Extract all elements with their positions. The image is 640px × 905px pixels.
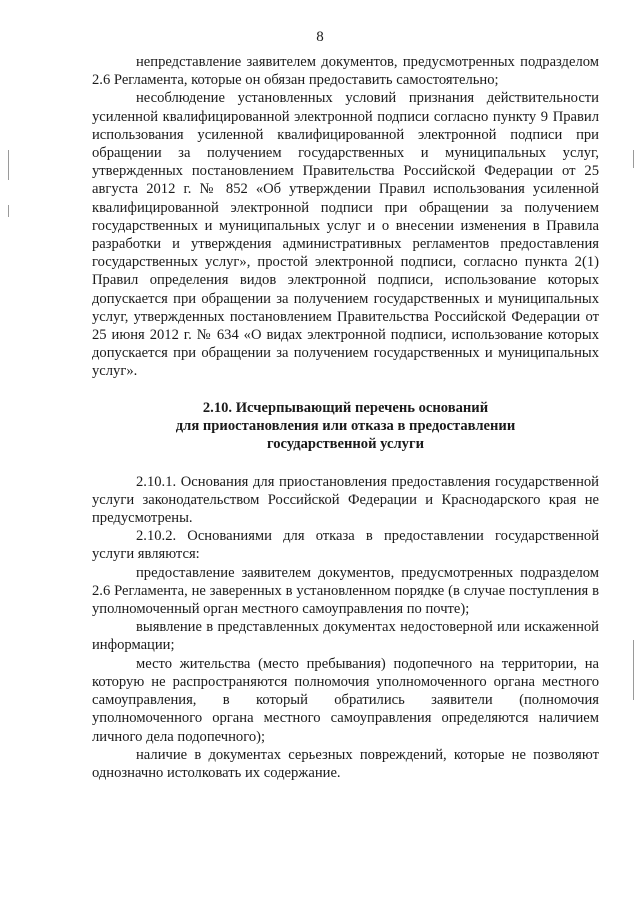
paragraph: место жительства (место пребывания) подопечного на территории, на которую не распространяются полномочия уполномоченного органа местного самоуправления, в который обратились заявители (полномочия уполномоченного органа местного самоуправления определяются наличием личного дела подопечного); xyxy=(92,655,599,745)
scan-margin-mark xyxy=(8,205,9,217)
section-heading xyxy=(92,399,599,453)
paragraph: предоставление заявителем документов, предусмотренных подразделом 2.6 Регламента, не заверенных в установленном порядке (в случае поступления в уполномоченный орган местного самоуправления по почте); xyxy=(92,564,599,618)
paragraph: несоблюдение установленных условий признания действительности усиленной квалифицированной электронной подписи согласно пункту 9 Правил использования усиленной квалифицированной электронной подписи при обращении за получением государственных и муниципальных услуг, утвержденных постановлением Правительства Российской Федерации от 25 августа 2012 г. № 852 «Об утверждении Правил использования усиленной квалифицированной электронной подписи при обращении за получением государственных и муниципальных услуг и о внесении изменения в Правила разработки и утверждения административных регламентов предоставления государственных услуг», простой электронной подписи, согласно пункта 2(1) Правил определения видов электронной подписи, использование которых допускается при обращении за получением государственных и муниципальных услуг, утвержденных постановлением Правительства Российской Федерации от 25 июня 2012 г. № 634 «О видах электронной подписи, использование которых допускается при обращении за получением государственных и муниципальных услуг». xyxy=(92,90,599,380)
paragraph: выявление в представленных документах недостоверной или искаженной информации; xyxy=(92,619,599,654)
paragraph: 2.10.1. Основания для приостановления предоставления государственной услуги законодательством Российской Федерации и Краснодарского края не предусмотрены. xyxy=(92,473,599,527)
paragraph: 2.10.2. Основаниями для отказа в предоставлении государственной услуги являются: xyxy=(92,528,599,563)
scan-margin-mark xyxy=(633,640,634,700)
section-heading-line: для приостановления или отказа в предоставлении xyxy=(175,417,516,434)
document-body xyxy=(92,53,599,782)
paragraph: непредставление заявителем документов, предусмотренных подразделом 2.6 Регламента, которые он обязан предоставить самостоятельно; xyxy=(92,54,599,89)
section-heading-line: государственной услуги xyxy=(266,435,425,452)
page-number: 8 xyxy=(316,29,324,45)
scan-margin-mark xyxy=(8,150,9,180)
paragraph: наличие в документах серьезных повреждений, которые не позволяют однозначно истолковать их содержание. xyxy=(92,746,599,781)
section-heading-line: 2.10. Исчерпывающий перечень оснований xyxy=(202,399,489,416)
scan-margin-mark xyxy=(633,150,634,168)
